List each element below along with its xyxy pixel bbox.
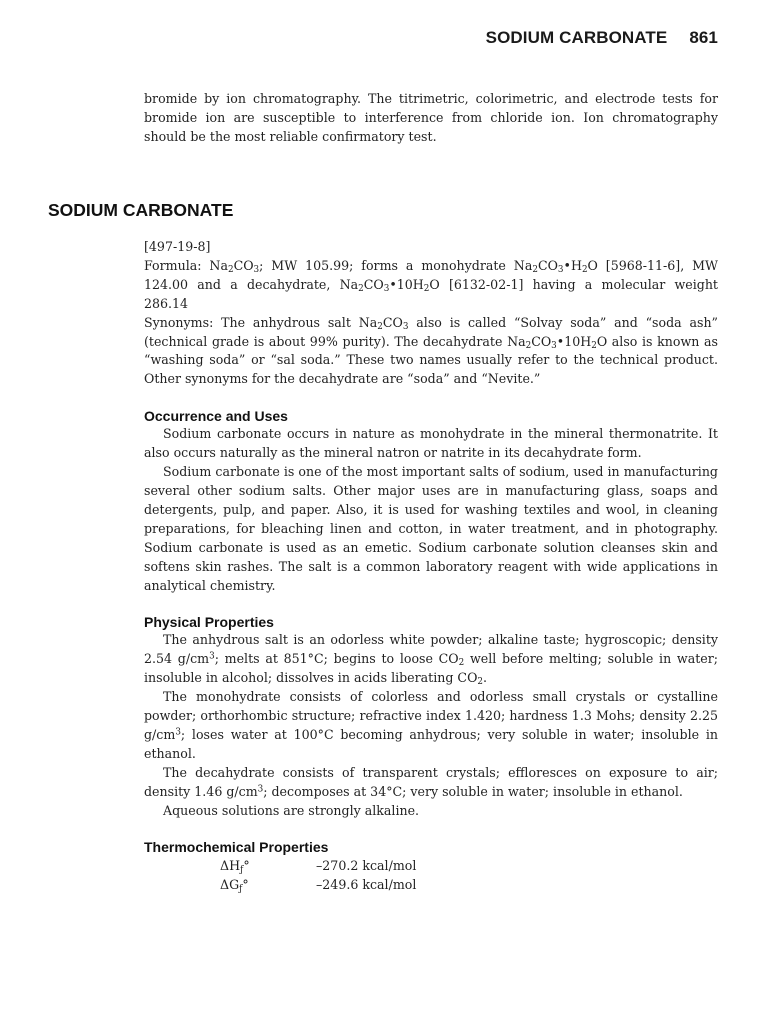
thermo-value: –270.2 kcal/mol [316,858,417,874]
physical-heading: Physical Properties [144,614,274,631]
physical-paragraph-4: Aqueous solutions are strongly alkaline. [163,802,420,818]
synonyms-label: Synonyms: [144,314,214,330]
synonyms-paragraph: Synonyms: The anhydrous salt $Na_2CO_3$ also is called “Solvay soda” and “soda ash” (technical grade is about 99% purity). The decahydrate $Na_2CO_3•10H_2O$ also is known as “washing soda” or “sal soda.” These two names usually refer to the technical product. Other synonyms for the decahydrate are “soda” and “Nevite.” [144,314,718,387]
formula-na2co3: $Na_2CO_3$ [209,257,260,276]
occurrence-heading: Occurrence and Uses [144,408,288,425]
formula-mw: ; MW 105.99; forms a monohydrate [259,257,514,273]
formula-monohydrate: $Na_2CO_3•H_2O$ [513,257,598,276]
thermo-symbol: $\Delta H_ƒ^\circ$ [220,858,250,876]
thermochemical-heading: Thermochemical Properties [144,839,329,856]
formula-mono-text: [5968-11-6], MW 124.00 and a decahydrate, [144,257,718,292]
formula-label: Formula: [144,257,202,273]
occurrence-paragraph-2: Sodium carbonate is one of the most important salts of sodium, used in manufacturing several other sodium salts. Other major uses are in manufacturing glass, soaps and detergents, pulp, and paper. Also, it is used for washing textiles and wool, in cleaning preparations, for bleaching linen and cotton, in water treatment, and in photography. Sodium carbonate is used as an emetic. Sodium carbonate solution cleanses skin and softens skin rashes. The salt is a common laboratory reagent with wide applications in analytical chemistry. [144,464,718,593]
section-title: SODIUM CARBONATE [48,200,234,220]
intro-paragraph: bromide by ion chromatography. The titrimetric, colorimetric, and electrode tests for bromide ion are susceptible to interference from chloride ion. Ion chromatography should be the most reliable confirmatory test. [144,91,718,144]
thermo-row-gibbs [144,875,718,894]
thermo-value: –249.6 kcal/mol [316,877,417,893]
synonym-na2co3: $Na_2CO_3$ [358,314,409,332]
thermo-row-enthalpy [144,856,718,875]
formula-decahydrate: $Na_2CO_3•10H_2O$ [339,276,440,295]
formula-deca-text: [6132-02-1] having a molecular weight 286.14 [144,276,718,311]
page-number: 861 [689,28,718,47]
physical-paragraph-2: The monohydrate consists of colorless and odorless small crystals or cystalline powder; orthorhombic structure; refractive index 1.420; hardness 1.3 Mohs; density 2.25 $g/cm^3$; loses water at 100°C becoming anhydrous; very soluble in water; insoluble in ethanol. [144,689,718,761]
synonym-decahydrate: $Na_2CO_3•10H_2O$ [507,333,608,351]
physical-paragraph-1: The anhydrous salt is an odorless white powder; alkaline taste; hygroscopic; density 2.54 $g/cm^3$; melts at 851°C; begins to loose $CO_2$ well before melting; soluble in water; insoluble in alcohol; dissolves in acids liberating $CO_2$. [144,632,718,688]
cas-number: [497-19-8] [144,239,211,254]
entry-body [144,238,718,894]
occurrence-paragraph-1: Sodium carbonate occurs in nature as monohydrate in the mineral thermonatrite. It also occurs naturally as the mineral natron or natrite in its decahydrate form. [144,426,718,461]
running-header [486,28,718,48]
formula-line [144,257,718,314]
running-head-title: SODIUM CARBONATE [485,28,668,47]
thermo-symbol: $\Delta G_ƒ^\circ$ [220,877,249,895]
physical-paragraph-3: The decahydrate consists of transparent crystals; effloresces on exposure to air; density 1.46 $g/cm^3$; decomposes at 34°C; very soluble in water; insoluble in ethanol. [144,764,718,799]
